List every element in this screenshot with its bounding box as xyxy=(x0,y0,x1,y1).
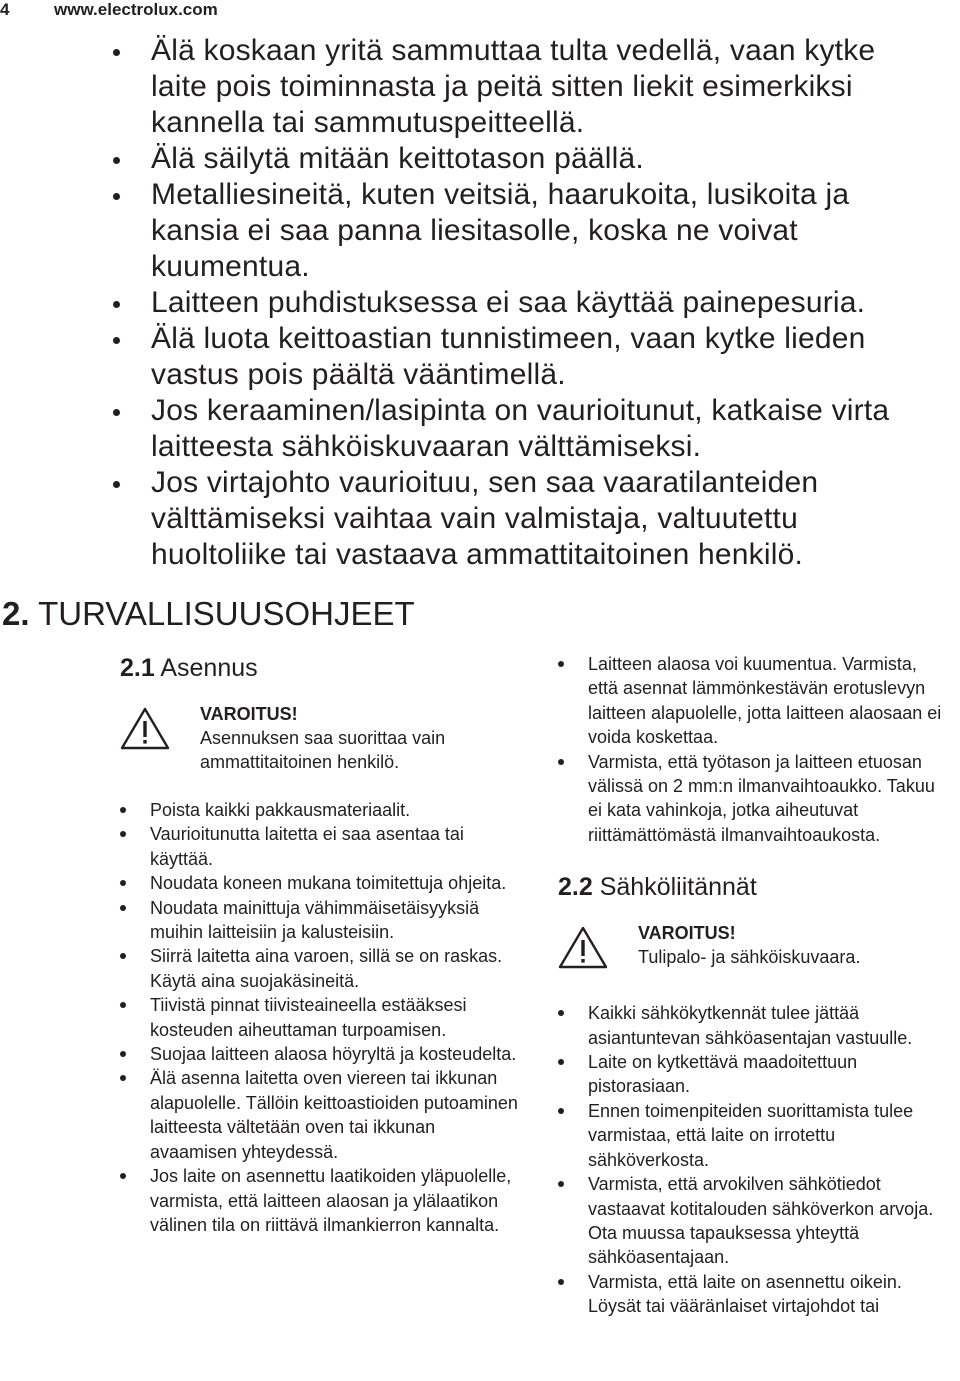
list-item: Älä säilytä mitään keittotason päällä. xyxy=(113,141,933,177)
electric-list xyxy=(558,1001,948,1318)
list-item: Jos virtajohto vaurioituu, sen saa vaaratilanteiden välttämiseksi vaihtaa vain valmistaja, valtuutettu huoltoliike tai vastaava ammattitaitoinen henkilö. xyxy=(113,465,933,573)
list-item: Ennen toimenpiteiden suorittamista tulee varmistaa, että laite on irrotettu sähköverkosta. xyxy=(558,1099,948,1172)
list-item: Älä asenna laitetta oven viereen tai ikkunan alapuolelle. Tällöin keittoastioiden putoaminen laitteesta vältetään oven tai ikkunan avaamisen yhteydessä. xyxy=(120,1066,520,1164)
warning-text: Tulipalo- ja sähköiskuvaara. xyxy=(638,947,861,968)
list-item: Suojaa laitteen alaosa höyryltä ja kosteudelta. xyxy=(120,1042,520,1066)
list-item: Noudata koneen mukana toimitettuja ohjeita. xyxy=(120,871,520,895)
list-item: Jos laite on asennettu laatikoiden yläpuolelle, varmista, että laitteen alaosan ja ylälaatikon välinen tila on riittävä ilmankierron kannalta. xyxy=(120,1164,520,1237)
install-title xyxy=(120,652,520,684)
website-link[interactable]: www.electrolux.com xyxy=(54,0,218,19)
warning-text: Asennuksen saa suorittaa vain ammattitaitoinen henkilö. xyxy=(200,728,446,772)
list-item: Jos keraaminen/lasipinta on vaurioitunut, katkaise virta laitteesta sähköiskuvaaran välttämiseksi. xyxy=(113,393,933,465)
list-item: Vaurioitunutta laitetta ei saa asentaa tai käyttää. xyxy=(120,822,520,871)
list-item: Laitteen alaosa voi kuumentua. Varmista, että asennat lämmönkestävän erotuslevyn laitteen alapuolelle, jotta laitteen alaosaan ei voida koskettaa. xyxy=(558,652,948,750)
list-item: Älä luota keittoastian tunnistimeen, vaan kytke lieden vastus pois päältä vääntimellä. xyxy=(113,321,933,393)
install-list xyxy=(120,798,520,1237)
list-item: Metalliesineitä, kuten veitsiä, haarukoita, lusikoita ja kansia ei saa panna liesitasolle, koska ne voivat kuumentua. xyxy=(113,177,933,285)
top-safety-list xyxy=(113,33,933,573)
page-header xyxy=(0,0,218,20)
list-item: Kaikki sähkökytkennät tulee jättää asiantuntevan sähköasentajan vastuulle. xyxy=(558,1001,948,1050)
list-item: Varmista, että arvokilven sähkötiedot vastaavat kotitalouden sähköverkon arvoja. Ota muussa tapauksessa yhteyttä sähköasentajaan. xyxy=(558,1172,948,1270)
electric-warning xyxy=(558,921,948,991)
section-heading: TURVALLISUUSOHJEET xyxy=(38,595,415,632)
warning-triangle-icon xyxy=(558,925,608,969)
electric-number: 2.2 xyxy=(558,873,593,902)
list-item: Varmista, että laite on asennettu oikein. Löysät tai vääränlaiset virtajohdot tai xyxy=(558,1270,948,1319)
section-title xyxy=(2,594,415,634)
list-item: Älä koskaan yritä sammuttaa tulta vedellä, vaan kytke laite pois toiminnasta ja peitä sitten liekit esimerkiksi kannella tai sammutuspeitteellä. xyxy=(113,33,933,141)
left-column xyxy=(120,652,520,1237)
section-number: 2. xyxy=(2,595,30,632)
list-item: Varmista, että työtason ja laitteen etuosan välissä on 2 mm:n ilmanvaihtoaukko. Takuu ei kata vahinkoja, jotka aiheutuvat riittämättömästä ilmanvaihtoaukosta. xyxy=(558,750,948,848)
warning-label: VAROITUS! xyxy=(638,923,736,944)
install-number: 2.1 xyxy=(120,654,155,682)
list-item: Tiivistä pinnat tiivisteaineella estääksesi kosteuden aiheuttaman turpoamisen. xyxy=(120,993,520,1042)
list-item: Siirrä laitetta aina varoen, sillä se on raskas. Käytä aina suojakäsineitä. xyxy=(120,944,520,993)
warning-triangle-icon xyxy=(120,706,170,750)
install-heading: Asennus xyxy=(160,654,258,682)
electric-heading: Sähköliitännät xyxy=(599,873,757,902)
warning-label: VAROITUS! xyxy=(200,704,298,724)
electric-title xyxy=(558,871,948,903)
right-column xyxy=(558,652,948,1319)
install-warning xyxy=(120,702,520,774)
page-number: 4 xyxy=(0,0,10,19)
list-item: Laitteen puhdistuksessa ei saa käyttää painepesuria. xyxy=(113,285,933,321)
list-item: Laite on kytkettävä maadoitettuun pistorasiaan. xyxy=(558,1050,948,1099)
install-continued-list xyxy=(558,652,948,847)
list-item: Noudata mainittuja vähimmäisetäisyyksiä muihin laitteisiin ja kalusteisiin. xyxy=(120,896,520,945)
list-item: Poista kaikki pakkausmateriaalit. xyxy=(120,798,520,822)
